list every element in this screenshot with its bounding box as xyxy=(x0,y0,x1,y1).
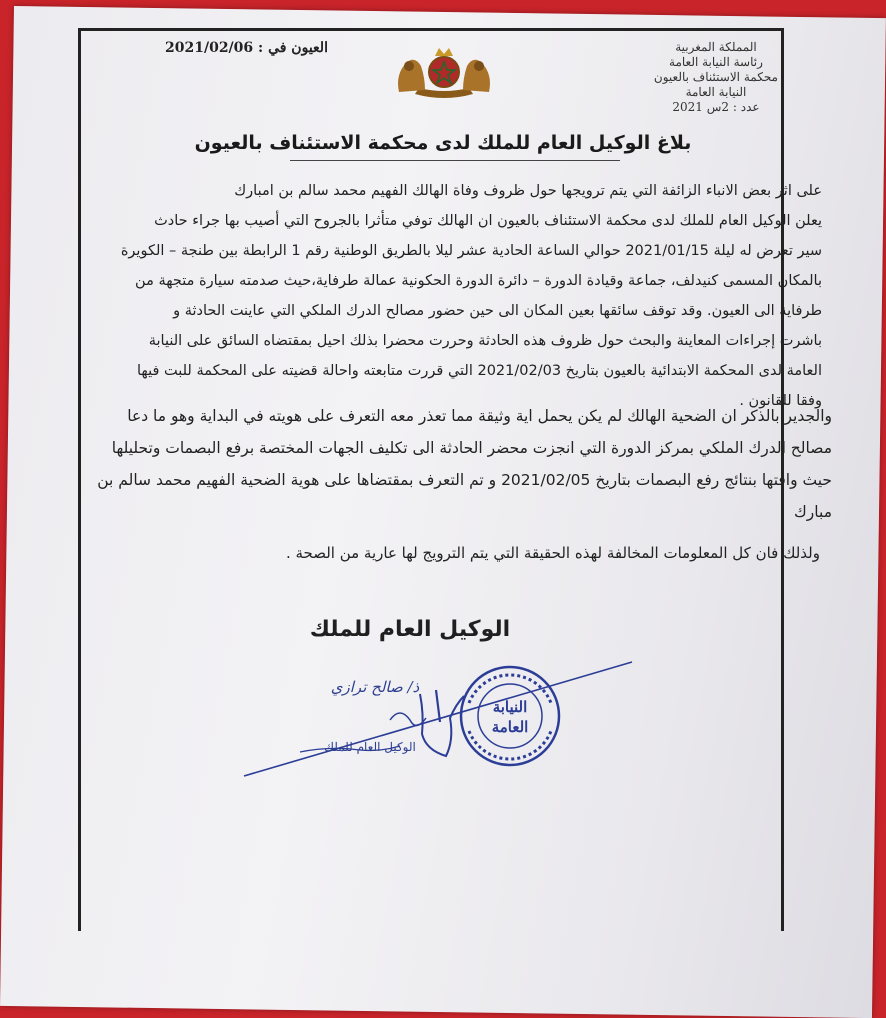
reference-number: عدد : 2س 2021 xyxy=(672,100,760,114)
text-line: طرفاية الى العيون. وقد توقف سائقها بعين المكان الى حين حضور مصالح الدرك الملكي التي عاينت الحادثة و xyxy=(173,303,822,319)
header-line: رئاسة النيابة العامة xyxy=(669,55,763,69)
text-line: على اثر بعض الانباء الزائفة التي يتم ترويجها حول ظروف وفاة الهالك الفهيم محمد سالم بن امبارك xyxy=(234,183,822,199)
text-line: ولذلك فان كل المعلومات المخالفة لهذه الحقيقة التي يتم الترويج لها عارية من الصحة . xyxy=(285,544,820,562)
text-line: العامة لدى المحكمة الابتدائية بالعيون بتاريخ 2021/02/03 التي قررت متابعته واحالة قضيته على المحكمة للبت فيها xyxy=(137,363,822,379)
stamp-line: النيابة xyxy=(492,698,528,716)
signatory-name: ذ/ صالح ترازي xyxy=(330,678,420,696)
text-line: سير تعرض له ليلة 2021/01/15 حوالي الساعة الحادية عشر ليلا بالطريق الوطنية رقم 1 الرابطة بين طنجة – الكويرة xyxy=(120,243,822,259)
signatory-title: الوكيل العام للملك xyxy=(309,617,511,642)
place-date: العيون في : 2021/02/06 xyxy=(165,40,328,56)
text-line: مبارك xyxy=(794,503,832,521)
text-line: يعلن الوكيل العام للملك لدى محكمة الاستئناف بالعيون ان الهالك توفي متأثرا بالجروح التي أصيب بها جراء حادث xyxy=(154,213,822,229)
coat-of-arms-icon xyxy=(385,44,503,100)
issuer-header xyxy=(654,40,778,115)
header-line: المملكة المغربية xyxy=(675,40,757,54)
closing-statement xyxy=(180,538,820,568)
header-line: محكمة الاستئناف بالعيون xyxy=(653,70,778,84)
signature-caption: الوكيل العام للملك xyxy=(324,740,416,754)
paragraph-identification xyxy=(90,400,832,528)
paragraph-main xyxy=(120,176,822,416)
text-line: مصالح الدرك الملكي بمركز الدورة التي انجزت محضر الحادثة الى تكليف الجهات المختصة برفع البصمات وتحليلها xyxy=(111,439,832,457)
text-line: باشرت إجراءات المعاينة والبحث حول ظروف هذه الحادثة وحررت محضرا بذلك احيل بمقتضاه السائق على النيابة xyxy=(148,333,822,349)
text-line: والجدير بالذكر ان الضحية الهالك لم يكن يحمل اية وثيقة مما تعذر معه التعرف على هويته في البداية وهو ما دعا xyxy=(127,407,832,425)
title-underline xyxy=(290,160,620,161)
document-title: بلاغ الوكيل العام للملك لدى محكمة الاستئناف بالعيون xyxy=(194,132,692,154)
text-line: وفقا للقانون . xyxy=(739,393,822,409)
text-line: بالمكان المسمى كنيدلف، جماعة وقيادة الدورة – دائرة الدورة الحكونية عمالة طرفاية،حيث صدمته سيارة متجهة من xyxy=(135,273,822,289)
header-line: النيابة العامة xyxy=(685,85,747,99)
stamp-line: العامة xyxy=(491,718,529,736)
text-line: حيث وافتها بنتائج رفع البصمات بتاريخ 2021/02/05 و تم التعرف بمقتضاها على هوية الضحية الفهيم محمد سالم بن xyxy=(97,471,832,489)
